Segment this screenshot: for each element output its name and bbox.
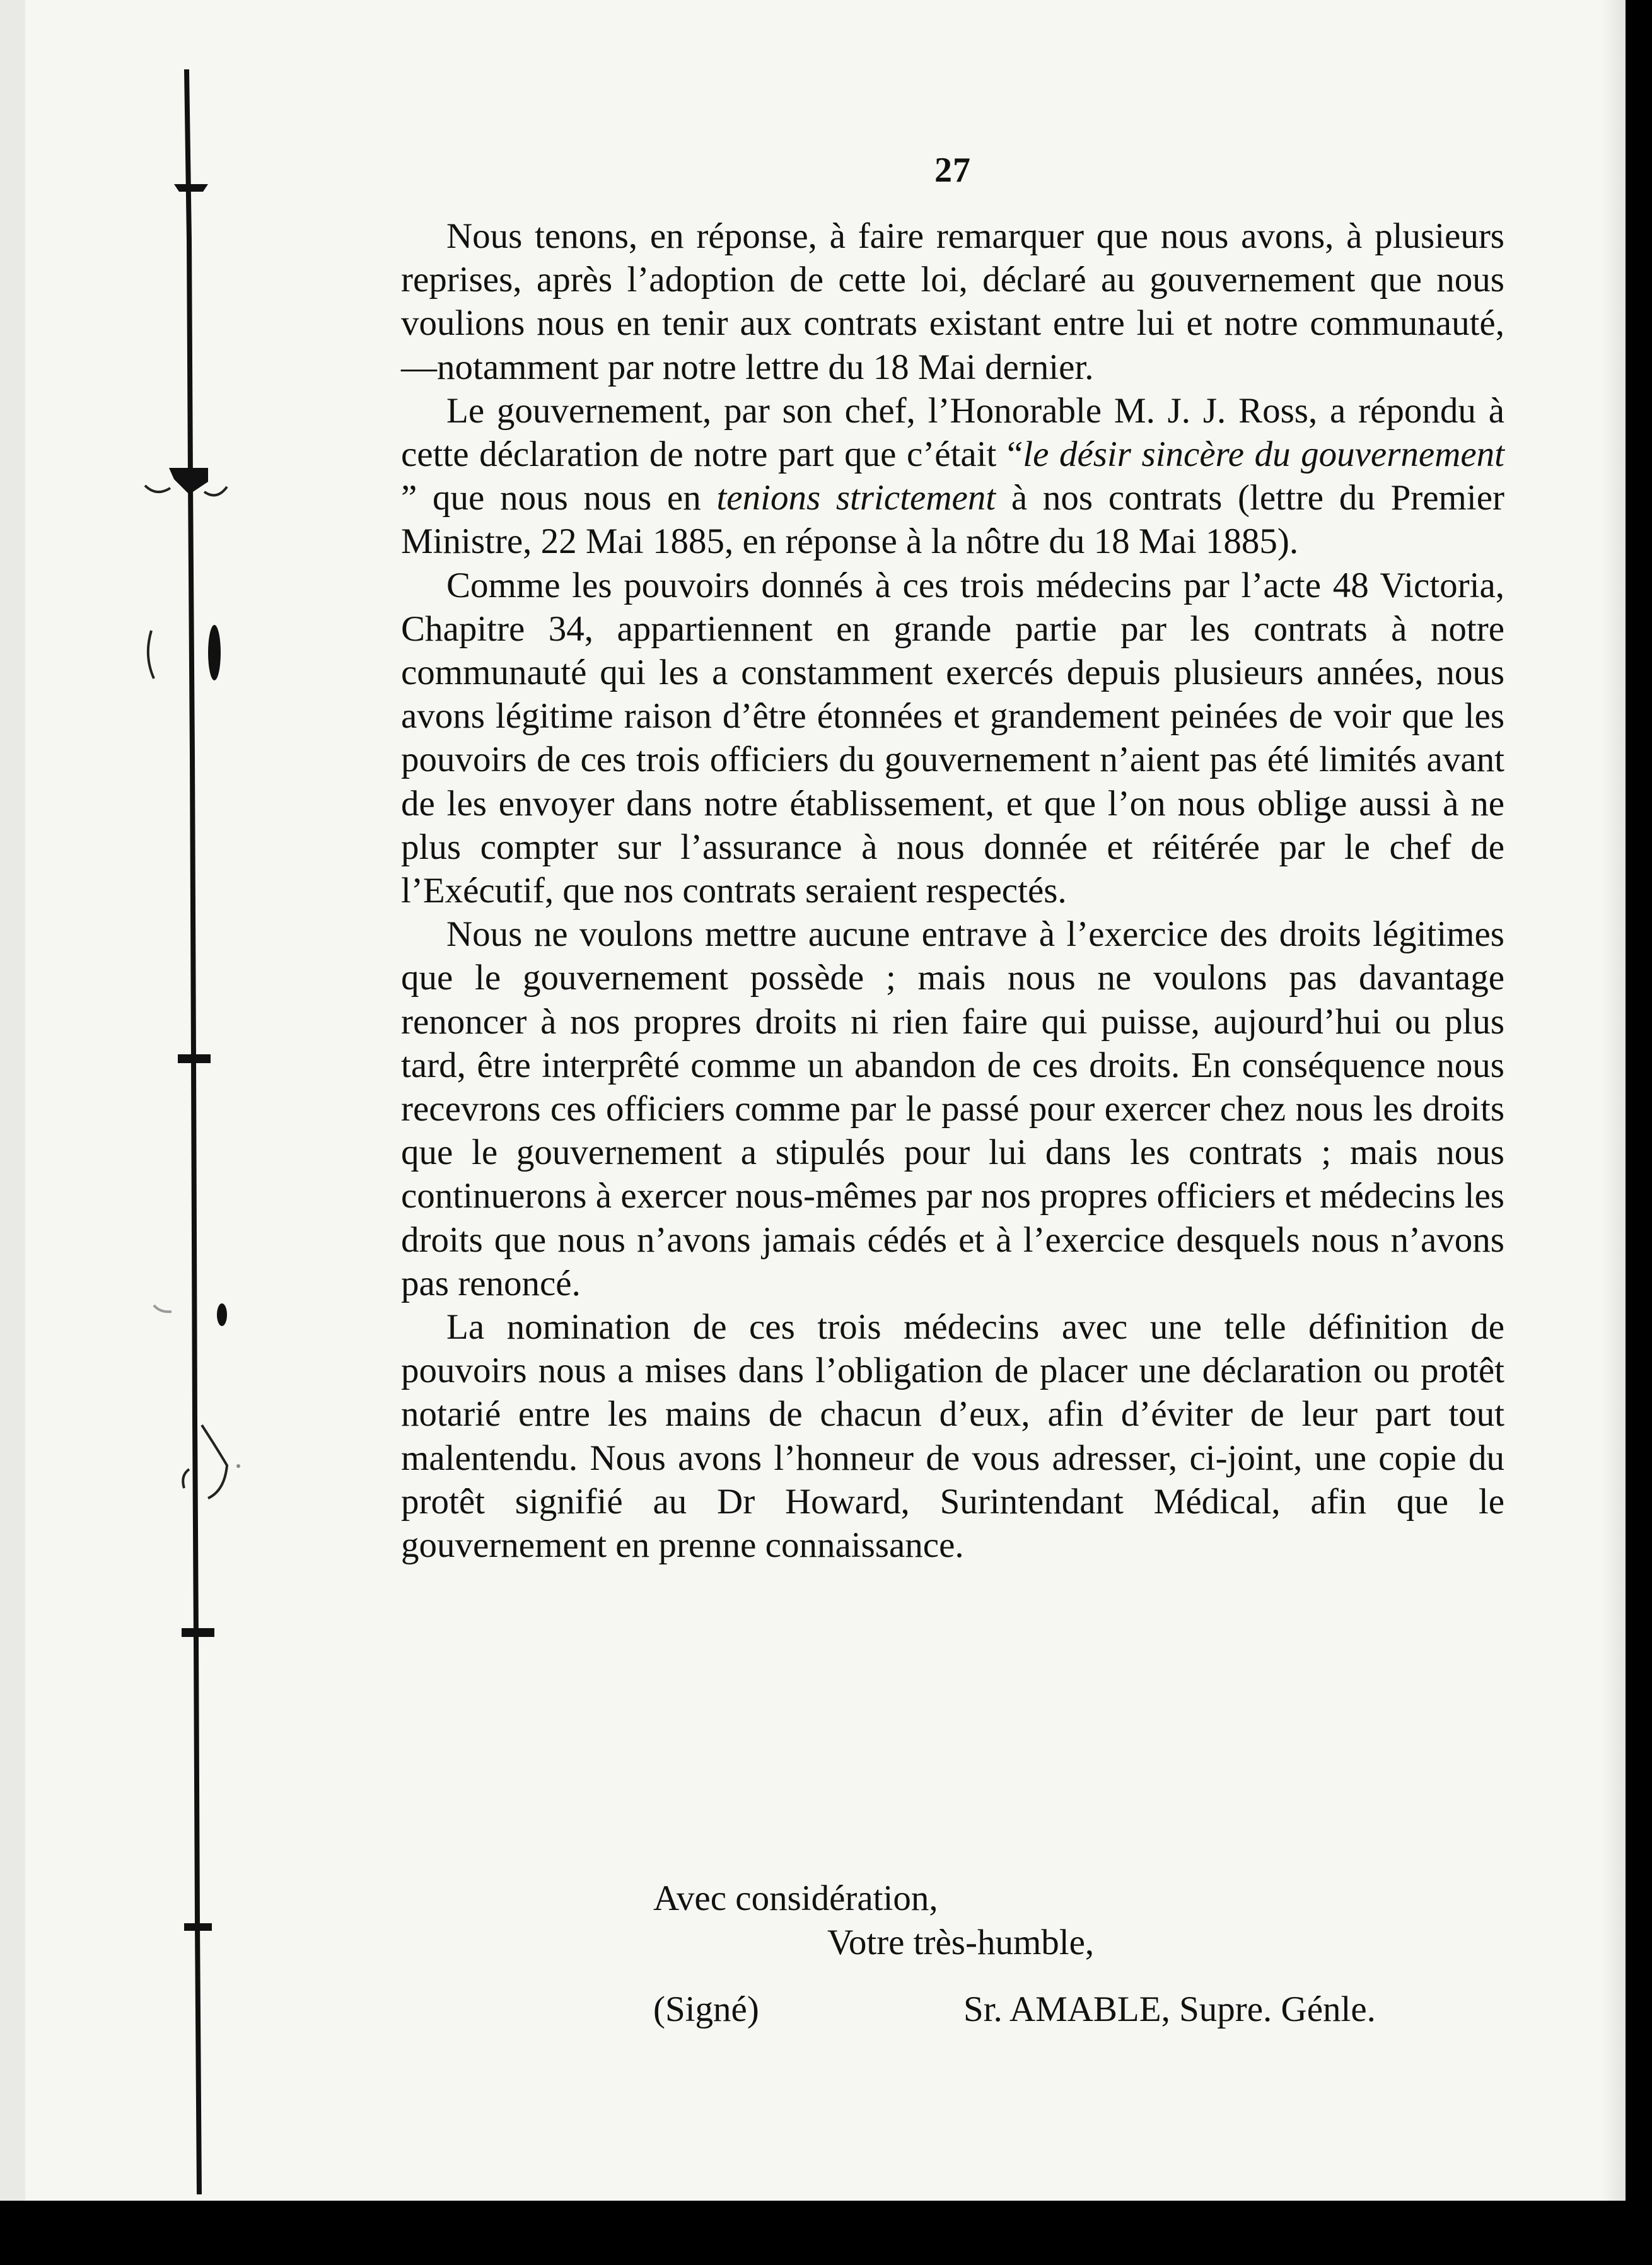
page-number: 27: [934, 151, 971, 190]
closing-salutation: Avec considération,: [653, 1878, 938, 1918]
closing-humble: Votre très-humble,: [827, 1923, 1095, 1962]
paragraph-4: Nous ne voulons mettre aucune entrave à l’exercice des droits légitimes que le gouvernement possède ; mais nous ne voulons pas davantage renoncer à nos propres droits ni rien faire qui puisse, aujourd’hui ou plus tard, être interprêté comme un abandon de ces droits. En conséquence nous recevrons ces officiers comme par le passé pour exercer chez nous les droits que le gouvernement a stipulés pour lui dans les contrats ; mais nous continuerons à exercer nous-mêmes par nos propres officiers et médecins les droits que nous n’avons jamais cédés et à l’exercice desquels nous n’avons pas renoncé.: [401, 914, 1504, 1303]
binding-edge: [0, 0, 265, 2201]
paragraph-2: [401, 389, 1504, 564]
signature-name: AMABLE, Supre. Génle.: [1009, 1989, 1376, 2029]
paragraph-2-text-c: à nos contrats (lettre du Premier Ministre, 22 Mai 1885, en réponse à la nôtre du 18 Mai 1885).: [401, 478, 1505, 562]
page-edge-shadow: [1600, 0, 1626, 2201]
binding-thread-marks: [0, 0, 265, 2201]
paragraph-2-text-a: Le gouvernement, par son chef, l’Honorable M. J. J. Ross, a répondu à cette déclaration de notre part que c’était “: [401, 390, 1504, 475]
paragraph-1: Nous tenons, en réponse, à faire remarquer que nous avons, à plusieurs reprises, après l’adoption de cette loi, déclaré au gouvernement que nous voulions nous en tenir aux contrats existant entre lui et notre communauté,—notamment par notre lettre du 18 Mai dernier.: [401, 216, 1504, 387]
signature-title: Sr.: [963, 1989, 1003, 2029]
paragraph-5: La nomination de ces trois médecins avec une telle définition de pouvoirs nous a mises dans l’obligation de placer une déclaration ou protêt notarié entre les mains de chacun d’eux, afin d’éviter de leur part tout malentendu. Nous avons l’honneur de vous adresser, ci-joint, une copie du protêt signifié au Dr Howard, Surintendant Médical, afin que le gouvernement en prenne connaissance.: [401, 1307, 1504, 1566]
paragraph-2-text-b: ” que nous nous en: [401, 478, 701, 518]
signature: [963, 1989, 1376, 2030]
paragraph-2-italic-phrase: tenions strictement: [716, 478, 996, 518]
paragraph-2-italic-quote: le désir sincère du gouvernement: [1023, 434, 1505, 475]
letter-body: [401, 214, 1504, 1567]
signed-label: (Signé): [653, 1989, 759, 2029]
paragraph-3: Comme les pouvoirs donnés à ces trois médecins par l’acte 48 Victoria, Chapitre 34, appartiennent en grande partie par les contrats à notre communauté qui les a constamment exercés depuis plusieurs années, nous avons légitime raison d’être étonnées et grandement peinées de voir que les pouvoirs de ces trois officiers du gouvernement n’aient pas été limités avant de les envoyer dans notre établissement, et que l’on nous oblige aussi à ne plus compter sur l’assurance à nous donnée et réitérée par le chef de l’Exécutif, que nos contrats seraient respectés.: [401, 565, 1504, 911]
